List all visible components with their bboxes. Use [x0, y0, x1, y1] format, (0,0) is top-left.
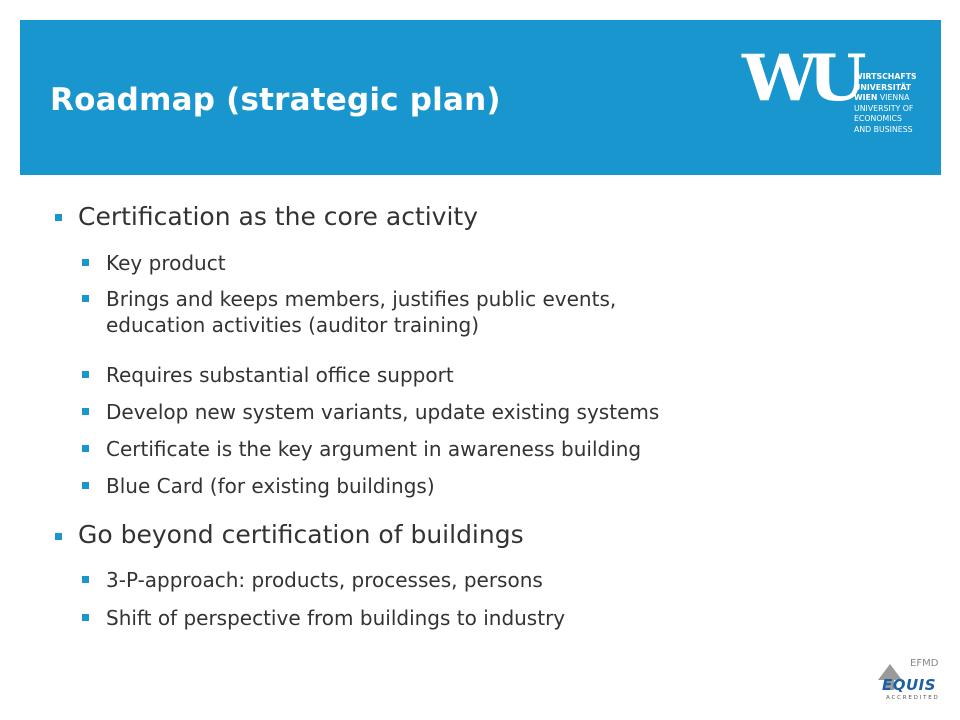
wu-logo-mark: WU — [742, 41, 858, 116]
sub-bullet-line: Brings and keeps members, justifies public events, — [106, 287, 617, 311]
sub-bullet-item: Shift of perspective from buildings to industry — [106, 606, 566, 630]
sub-bullet-item: Develop new system variants, update existing systems — [106, 400, 660, 424]
accredited-label: ACCREDITED — [886, 695, 940, 701]
wu-logo-text — [854, 72, 917, 135]
logo-line-7: AND BUSINESS — [854, 124, 913, 134]
sub-bullet-marker-icon — [82, 445, 89, 452]
sub-bullet-item — [106, 286, 616, 338]
equis-label: EQUIS — [882, 676, 937, 694]
sub-bullet-marker-icon — [82, 408, 89, 415]
logo-line-3: WIEN — [854, 93, 878, 102]
efmd-label: EFMD — [910, 658, 939, 669]
logo-line-5: UNIVERSITY OF — [854, 103, 914, 113]
wu-logo — [742, 42, 942, 157]
bullet-marker-icon — [55, 533, 62, 540]
logo-line-2: UNIVERSITÄT — [854, 82, 912, 92]
bullet-item: Certification as the core activity — [78, 202, 479, 231]
sub-bullet-item: Requires substantial office support — [106, 363, 454, 387]
sub-bullet-item: Certificate is the key argument in awareness building — [106, 437, 642, 461]
bullet-item: Go beyond certification of buildings — [78, 520, 524, 549]
logo-line-6: ECONOMICS — [854, 114, 902, 123]
logo-line-4: VIENNA — [879, 93, 910, 102]
sub-bullet-marker-icon — [82, 614, 89, 621]
title-banner — [20, 20, 941, 175]
bullet-marker-icon — [55, 214, 62, 221]
sub-bullet-item: Blue Card (for existing buildings) — [106, 474, 435, 498]
slide-title: Roadmap (strategic plan) — [50, 82, 501, 118]
logo-line-1: WIRTSCHAFTS — [854, 72, 917, 81]
equis-accreditation-logo — [862, 650, 947, 712]
sub-bullet-line: education activities (auditor training) — [106, 313, 480, 337]
sub-bullet-marker-icon — [82, 295, 89, 302]
sub-bullet-marker-icon — [82, 482, 89, 489]
sub-bullet-item: 3-P-approach: products, processes, persons — [106, 568, 543, 592]
sub-bullet-marker-icon — [82, 576, 89, 583]
sub-bullet-marker-icon — [82, 371, 89, 378]
sub-bullet-item: Key product — [106, 251, 226, 275]
sub-bullet-marker-icon — [82, 259, 89, 266]
